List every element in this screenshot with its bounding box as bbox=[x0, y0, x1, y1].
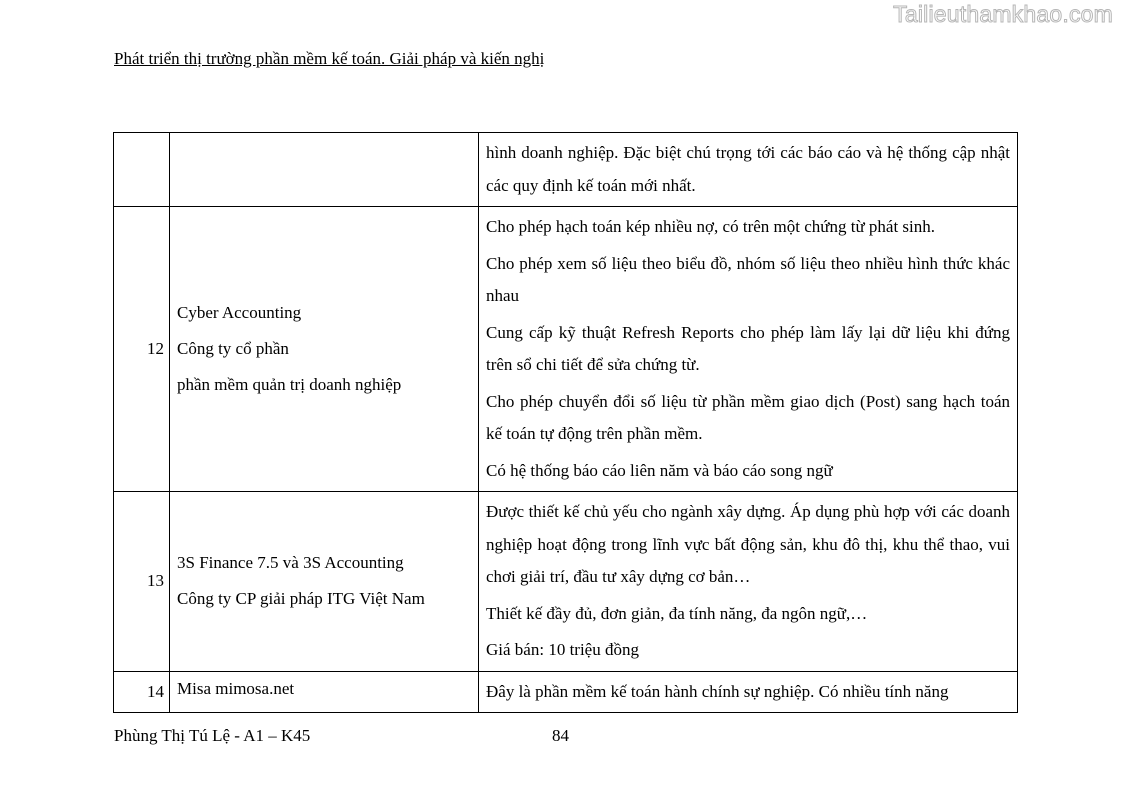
company-name: Công ty cổ phần bbox=[177, 339, 289, 358]
row-number: 12 bbox=[114, 207, 170, 492]
description-cell bbox=[479, 671, 1018, 713]
row-number bbox=[114, 133, 170, 207]
description-paragraph: Đây là phần mềm kế toán hành chính sự nghiệp. Có nhiều tính năng bbox=[486, 681, 949, 701]
watermark-text: Tailieuthamkhao.com bbox=[893, 1, 1113, 27]
description-paragraph: Được thiết kế chủ yếu cho ngành xây dựng. Áp dụng phù hợp với các doanh nghiệp hoạt động trong lĩnh vực bất động sản, khu đô thị, khu thể thao, vui chơi giải trí, đầu tư xây dựng cơ bản… bbox=[486, 502, 1010, 586]
row-number: 14 bbox=[114, 671, 170, 713]
description-paragraph: Cung cấp kỹ thuật Refresh Reports cho phép làm lấy lại dữ liệu khi đứng trên sổ chi tiết để sửa chứng từ. bbox=[486, 322, 1010, 374]
description-paragraph: Thiết kế đầy đủ, đơn giản, đa tính năng, đa ngôn ngữ,… bbox=[486, 603, 868, 623]
description-paragraph: hình doanh nghiệp. Đặc biệt chú trọng tới các báo cáo và hệ thống cập nhật các quy định kế toán mới nhất. bbox=[486, 143, 1010, 195]
row-number: 13 bbox=[114, 492, 170, 672]
page-number: 84 bbox=[552, 726, 569, 745]
software-name: Misa mimosa.net bbox=[177, 678, 295, 698]
software-table bbox=[113, 132, 1018, 713]
footer-author: Phùng Thị Tú Lệ - A1 – K45 bbox=[114, 726, 311, 745]
table-row bbox=[114, 207, 1018, 492]
description-cell bbox=[479, 207, 1018, 492]
description-paragraph: Cho phép chuyển đổi số liệu từ phần mềm giao dịch (Post) sang hạch toán kế toán tự động trên phần mềm. bbox=[486, 391, 1010, 443]
description-cell bbox=[479, 492, 1018, 672]
software-name-cell bbox=[170, 207, 479, 492]
software-name-cell bbox=[170, 133, 479, 207]
table-row bbox=[114, 671, 1018, 713]
description-cell bbox=[479, 133, 1018, 207]
company-name: Công ty CP giải pháp ITG Việt Nam bbox=[177, 589, 425, 609]
page-header-title: Phát triển thị trường phần mềm kế toán. Giải pháp và kiến nghị bbox=[114, 49, 545, 68]
company-name: phần mềm quản trị doanh nghiệp bbox=[177, 375, 402, 394]
description-paragraph: Cho phép xem số liệu theo biểu đồ, nhóm số liệu theo nhiều hình thức khác nhau bbox=[486, 253, 1010, 305]
software-name-cell bbox=[170, 671, 479, 713]
software-name: 3S Finance 7.5 và 3S Accounting bbox=[177, 553, 404, 573]
description-paragraph: Có hệ thống báo cáo liên năm và báo cáo song ngữ bbox=[486, 460, 833, 480]
software-name: Cyber Accounting bbox=[177, 303, 302, 322]
software-name-cell bbox=[170, 492, 479, 672]
description-paragraph: Cho phép hạch toán kép nhiều nợ, có trên một chứng từ phát sinh. bbox=[486, 217, 936, 236]
table-row bbox=[114, 133, 1018, 207]
description-paragraph: Giá bán: 10 triệu đồng bbox=[486, 640, 639, 659]
table-row bbox=[114, 492, 1018, 672]
